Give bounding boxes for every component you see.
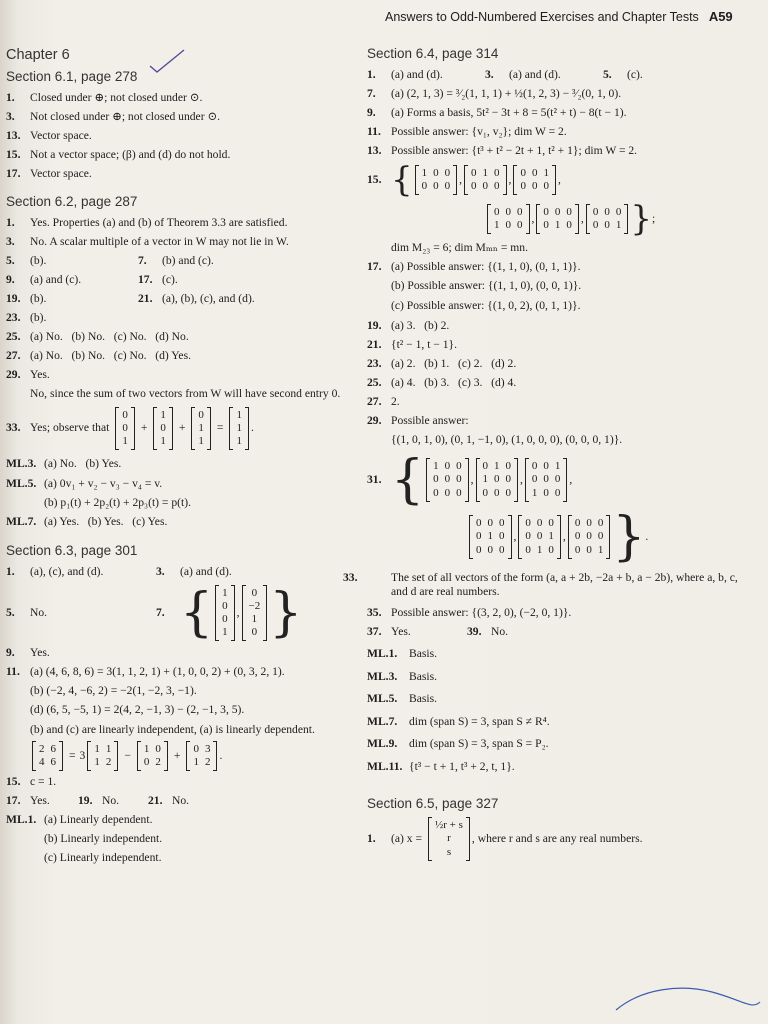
answer-6-4-23: 23. (a) 2. (b) 1. (c) 2. (d) 2. — [367, 357, 517, 371]
matrix — [487, 205, 530, 233]
matrix-entry: 0 — [505, 486, 511, 499]
answer-6-1-item: 1. Closed under ⊕; not closed under ⊙. — [6, 91, 203, 104]
matrix-entry: 0 — [520, 180, 526, 193]
vector-matrix — [115, 408, 135, 450]
matrix-entry: 4 — [39, 755, 45, 768]
matrix-entry: 1 — [236, 435, 242, 448]
answer-6-4-17c: (c) Possible answer: {(1, 0, 2), (0, 1, 1)}. — [391, 298, 581, 312]
matrix — [469, 516, 512, 558]
answer-6-2-1: 1. Yes. Properties (a) and (b) of Theorem 3.3 are satisfied. — [6, 215, 288, 229]
matrix-entry: 0 — [566, 219, 572, 232]
matrix — [518, 516, 561, 558]
matrix — [525, 459, 568, 501]
matrix-entry: 0 — [604, 206, 610, 219]
answer-6-3-ml1b: (b) Linearly independent. — [44, 832, 163, 846]
matrix-entry: 0 — [574, 530, 581, 543]
matrix — [586, 205, 629, 233]
matrix-entry: 1 — [494, 460, 500, 473]
matrix — [513, 166, 556, 194]
answer-6-4-11: 11. Possible answer: {v₁, v₂}; dim W = 2. — [367, 125, 567, 139]
matrix-entry: −2 — [248, 599, 261, 612]
matrix-entry: s — [446, 845, 452, 858]
matrix-entry: 1 — [143, 742, 150, 755]
matrix-entry: 2 — [155, 755, 161, 768]
matrix-entry: 0 — [525, 517, 531, 530]
answer-6-4-31-row1: 31. { 1 0 0 0 0 0 0 0 0 , 0 1 0 1 0 0 0 0 0 , 0 0 1 0 0 0 1 0 0 , — [367, 449, 573, 510]
matrix-entry: 0 — [517, 206, 523, 219]
matrix-entry: 0 — [536, 517, 543, 530]
matrix-entry: 0 — [505, 206, 511, 219]
matrix-entry: 1 — [198, 435, 204, 448]
matrix-entry: 0 — [471, 180, 477, 193]
matrix-entry: 1 — [487, 530, 493, 543]
matrix-entry: 2 — [204, 755, 211, 768]
matrix-entry: 1 — [222, 586, 228, 599]
answer-6-5-1: 1. (a) x = ½r + s r s , where r and s are any real numbers. — [367, 818, 757, 860]
answer-6-3-5-7: 5. No. 7. { 1 0 0 1 , 0 −2 1 0 } — [6, 582, 303, 643]
answer-6-4-29a: 29. Possible answer: — [367, 414, 469, 428]
matrix-entry: 0 — [531, 460, 538, 473]
vector-matrix — [229, 408, 249, 450]
matrix-entry: 0 — [592, 219, 599, 232]
matrix-entry: 0 — [421, 180, 428, 193]
matrix-entry: 1 — [554, 460, 561, 473]
matrix-entry: 0 — [143, 755, 150, 768]
matrix-entry: 1 — [251, 612, 258, 625]
matrix-entry: 0 — [574, 543, 581, 556]
matrix-entry: 0 — [494, 486, 500, 499]
matrix-entry: 0 — [543, 219, 549, 232]
matrix-entry: 0 — [122, 408, 128, 421]
matrix-entry: 1 — [531, 486, 538, 499]
answer-6-2-ml7: ML.7. (a) Yes. (b) Yes. (c) Yes. — [6, 514, 168, 528]
matrix-entry: 0 — [487, 517, 493, 530]
matrix-entry: 1 — [536, 543, 543, 556]
matrix-entry: 0 — [222, 599, 228, 612]
matrix-entry: 0 — [155, 742, 161, 755]
matrix-entry: 0 — [554, 473, 561, 486]
vector-matrix — [191, 408, 211, 450]
answer-6-4-21: 21. {t² − 1, t − 1}. — [367, 338, 458, 352]
answer-6-4-27: 27. 2. — [367, 395, 400, 409]
answer-6-1-item: 15. Not a vector space; (β) and (d) do not hold. — [6, 148, 231, 162]
answer-6-4-37-39: 37. Yes. 39. No. — [367, 624, 509, 638]
matrix-entry: 0 — [554, 206, 561, 219]
matrix-entry: 6 — [50, 755, 56, 768]
matrix-entry: 0 — [444, 473, 451, 486]
matrix — [464, 166, 507, 194]
answer-6-4-29b: {(1, 0, 1, 0), (0, 1, −1, 0), (1, 0, 0, 0), (0, 0, 0, 1)}. — [391, 433, 623, 447]
matrix-entry: 0 — [525, 543, 531, 556]
answer-6-2-9-17: 9. (a) and (c). 17. (c). — [6, 272, 178, 286]
answer-6-1-item: 13. Vector space. — [6, 129, 92, 143]
answer-6-3-11d: (d) (6, 5, −5, 1) = 2(4, 2, −1, 3) − (2, −1, 3, 5). — [30, 703, 245, 717]
matrix-entry: 2 — [39, 742, 45, 755]
matrix-entry: 0 — [536, 530, 543, 543]
matrix-entry: 0 — [494, 180, 500, 193]
matrix-entry: 0 — [494, 167, 500, 180]
matrix-entry: 3 — [204, 742, 211, 755]
answer-6-3-15: 15. c = 1. — [6, 775, 57, 789]
matrix — [415, 166, 458, 194]
answer-6-3-17-21: 17. Yes. 19. No. 21. No. — [6, 794, 190, 808]
chapter-heading: Chapter 6 — [6, 47, 70, 63]
matrix-entry: 0 — [482, 180, 489, 193]
vector-matrix — [428, 818, 470, 860]
matrix-entry: 0 — [476, 543, 482, 556]
matrix-entry: 0 — [505, 219, 511, 232]
answer-6-4-13: 13. Possible answer: {t³ + t² − 2t + 1, t² + 1}; dim W = 2. — [367, 144, 638, 158]
answer-6-4-15-row1: 15. { 1 0 0 0 0 0 , 0 1 0 0 0 0 , 0 0 1 0 0 0 , — [367, 160, 561, 201]
matrix-entry: 0 — [193, 742, 199, 755]
answer-6-3-ml1c: (c) Linearly independent. — [44, 851, 162, 865]
matrix-entry: ½r + s — [435, 819, 463, 832]
answer-6-4-25: 25. (a) 4. (b) 3. (c) 3. (d) 4. — [367, 376, 517, 390]
matrix-entry: 1 — [236, 422, 242, 435]
matrix-entry: 0 — [499, 543, 505, 556]
answer-6-2-5-7: 5. (b). 7. (b) and (c). — [6, 253, 214, 267]
answer-6-4-ml1: ML.1. Basis. — [367, 647, 438, 661]
running-head-title: Answers to Odd-Numbered Exercises and Chapter Tests — [385, 10, 699, 24]
matrix-entry: 0 — [482, 486, 488, 499]
matrix-entry: 0 — [251, 586, 258, 599]
answer-6-4-7: 7. (a) (2, 1, 3) = ³⁄₂(1, 1, 1) + ½(1, 2, 3) − ³⁄₂(0, 1, 0). — [367, 86, 622, 100]
matrix — [536, 205, 579, 233]
matrix-entry: 0 — [456, 473, 462, 486]
matrix — [32, 742, 63, 770]
vector-matrix — [242, 586, 268, 641]
matrix-entry: 0 — [198, 408, 204, 421]
matrix-entry: 1 — [193, 755, 199, 768]
answer-6-4-15-dim: dim M₂₃ = 6; dim Mₘₙ = mn. — [391, 241, 528, 255]
answer-6-4-19: 19. (a) 3. (b) 2. — [367, 318, 450, 332]
section-6-5-heading: Section 6.5, page 327 — [367, 796, 499, 812]
answer-6-4-ml11: ML.11. {t³ − t + 1, t³ + 2, t, 1}. — [367, 759, 515, 773]
section-6-2-heading: Section 6.2, page 287 — [6, 193, 138, 209]
matrix — [186, 742, 217, 770]
page-number: A59 — [708, 9, 733, 24]
matrix — [426, 459, 469, 501]
answer-6-4-1-5: 1. (a) and (d). 3. (a) and (d). 5. (c). — [367, 67, 643, 81]
matrix-entry: 0 — [531, 167, 538, 180]
matrix-entry: 0 — [604, 219, 610, 232]
matrix-entry: 0 — [543, 486, 549, 499]
matrix-entry: 0 — [525, 530, 531, 543]
running-head — [385, 9, 733, 24]
answer-6-4-ml9: ML.9. dim (span S) = 3, span S = P₂. — [367, 737, 549, 751]
matrix-entry: 0 — [548, 517, 554, 530]
matrix-entry: 0 — [586, 517, 592, 530]
matrix-entry: 1 — [554, 219, 561, 232]
matrix-entry: 0 — [444, 460, 451, 473]
answer-6-3-13: (b) and (c) are linearly independent, (a) is linearly dependent. — [30, 722, 315, 736]
matrix-entry: 0 — [574, 517, 581, 530]
answer-6-1-item: 3. Not closed under ⊕; not closed under ⊙. — [6, 110, 221, 124]
matrix-entry: 1 — [105, 742, 112, 755]
matrix-entry: 1 — [94, 755, 100, 768]
matrix-entry: 0 — [531, 473, 538, 486]
matrix-entry: 0 — [456, 486, 462, 499]
matrix-entry: r — [447, 832, 451, 845]
matrix-entry: 0 — [222, 612, 228, 625]
matrix-entry: 1 — [222, 626, 228, 639]
matrix-entry: 0 — [482, 460, 488, 473]
matrix-entry: 0 — [543, 206, 549, 219]
answer-6-2-33: 33. Yes; observe that 0 0 1 + 1 0 1 + 0 1 1 = 1 1 1 . — [6, 408, 364, 450]
matrix-entry: 0 — [456, 460, 462, 473]
matrix-entry: 0 — [444, 167, 451, 180]
answer-6-4-17a: 17. (a) Possible answer: {(1, 1, 0), (0, 1, 1)}. — [367, 260, 581, 274]
matrix-entry: 0 — [433, 486, 439, 499]
pen-mark-icon — [612, 980, 762, 1020]
matrix-entry: 0 — [122, 422, 128, 435]
answer-6-2-ml5a: ML.5. (a) 0v₁ + v₂ − v₃ − v₄ = v. — [6, 476, 163, 490]
matrix-entry: 0 — [160, 422, 166, 435]
matrix-entry: 0 — [554, 486, 561, 499]
matrix-entry: 1 — [433, 460, 439, 473]
answer-6-3-9: 9. Yes. — [6, 646, 50, 660]
matrix-entry: 0 — [597, 530, 604, 543]
answer-6-4-35: 35. Possible answer: {(3, 2, 0), (−2, 0, 1)}. — [367, 605, 572, 619]
matrix-entry: 0 — [517, 219, 523, 232]
matrix-entry: 1 — [236, 408, 242, 421]
matrix-entry: 0 — [548, 543, 554, 556]
matrix-entry: 1 — [160, 408, 166, 421]
matrix-entry: 0 — [444, 180, 451, 193]
section-6-4-heading: Section 6.4, page 314 — [367, 46, 499, 61]
answer-6-2-29: 29. Yes. — [6, 368, 50, 382]
matrix-entry: 6 — [50, 742, 56, 755]
matrix-entry: 0 — [444, 486, 451, 499]
matrix-entry: 1 — [160, 435, 166, 448]
matrix-entry: 1 — [94, 742, 100, 755]
matrix-entry: 0 — [520, 167, 526, 180]
matrix-entry: 1 — [548, 530, 554, 543]
vector-matrix — [215, 586, 235, 641]
answer-6-4-ml5: ML.5. Basis. — [367, 692, 438, 706]
matrix-entry: 0 — [543, 460, 549, 473]
matrix-entry: 0 — [615, 206, 622, 219]
left-column — [6, 44, 364, 870]
matrix — [87, 742, 118, 770]
answer-6-4-17b: (b) Possible answer: {(1, 1, 0), (0, 0, 1)}. — [391, 279, 582, 293]
matrix-entry: 0 — [499, 517, 505, 530]
answer-6-2-31: No, since the sum of two vectors from W will have second entry 0. — [30, 387, 341, 401]
answer-6-2-3: 3. No. A scalar multiple of a vector in W may not lie in W. — [6, 234, 289, 248]
answer-6-2-19-21: 19. (b). 21. (a), (b), (c), and (d). — [6, 291, 255, 305]
answer-6-4-ml3: ML.3. Basis. — [367, 669, 438, 683]
matrix-entry: 1 — [482, 473, 488, 486]
matrix-entry: 1 — [198, 422, 204, 435]
section-6-1-answers — [6, 91, 364, 182]
matrix-entry: 1 — [482, 167, 489, 180]
matrix-entry: 0 — [586, 543, 592, 556]
matrix-entry: 0 — [476, 517, 482, 530]
matrix-entry: 0 — [592, 206, 599, 219]
matrix-entry: 0 — [433, 167, 439, 180]
answer-6-2-ml3: ML.3. (a) No. (b) Yes. — [6, 457, 122, 471]
matrix-entry: 0 — [471, 167, 477, 180]
answer-6-2-27: 27. (a) No. (b) No. (c) No. (d) Yes. — [6, 349, 191, 363]
matrix-entry: 1 — [421, 167, 428, 180]
matrix-entry: 0 — [597, 517, 604, 530]
matrix — [476, 459, 519, 501]
answer-6-4-33: 33. The set of all vectors of the form (a, a + 2b, −2a + b, a − 2b), where a, b, c, and d are real numbers. — [343, 570, 738, 599]
answer-6-3-13-equation: 2 6 4 6 = 3 1 1 1 2 − 1 0 0 2 + 0 3 1 2 . — [6, 742, 364, 770]
matrix — [568, 516, 611, 558]
matrix-entry: 1 — [543, 167, 549, 180]
matrix-entry: 0 — [476, 530, 482, 543]
answer-6-4-15-row2: 0 0 0 1 0 0 , 0 0 0 0 1 0 , 0 0 0 0 0 1 } ; — [367, 202, 757, 236]
matrix-entry: 0 — [494, 473, 500, 486]
answer-6-4-31-row2: 0 0 0 0 1 0 0 0 0 , 0 0 0 0 0 1 0 1 0 , 0 0 0 0 0 0 0 0 1 } . — [367, 511, 757, 563]
section-6-1-heading: Section 6.1, page 278 — [6, 69, 138, 85]
matrix-entry: 0 — [505, 473, 511, 486]
matrix-entry: 0 — [586, 530, 592, 543]
matrix-entry: 0 — [251, 626, 258, 639]
matrix-entry: 0 — [505, 460, 511, 473]
matrix-entry: 2 — [105, 755, 112, 768]
section-6-3-heading: Section 6.3, page 301 — [6, 543, 138, 559]
matrix-entry: 0 — [433, 473, 439, 486]
matrix-entry: 0 — [433, 180, 439, 193]
answer-6-3-11b: (b) (−2, 4, −6, 2) = −2(1, −2, 3, −1). — [30, 684, 197, 698]
answer-6-3-11a: 11. (a) (4, 6, 8, 6) = 3(1, 1, 2, 1) + (1, 0, 0, 2) + (0, 3, 2, 1). — [6, 665, 285, 679]
answer-6-3-1-3: 1. (a), (c), and (d). 3. (a) and (d). — [6, 565, 232, 579]
matrix-entry: 1 — [597, 543, 604, 556]
answer-6-2-25: 25. (a) No. (b) No. (c) No. (d) No. — [6, 330, 189, 344]
answer-6-2-ml5b: (b) p₁(t) + 2p₂(t) + 2p₃(t) = p(t). — [44, 495, 191, 509]
right-column — [343, 44, 757, 865]
matrix-entry: 0 — [499, 530, 505, 543]
answer-6-4-ml7: ML.7. dim (span S) = 3, span S ≠ R⁴. — [367, 714, 550, 728]
answer-6-4-9: 9. (a) Forms a basis, 5t² − 3t + 8 = 5(t² + t) − 8(t − 1). — [367, 106, 627, 120]
matrix-entry: 1 — [122, 435, 128, 448]
matrix-entry: 0 — [494, 206, 500, 219]
matrix-entry: 1 — [494, 219, 500, 232]
answer-6-3-ml1a: ML.1. (a) Linearly dependent. — [6, 813, 153, 827]
matrix-entry: 0 — [566, 206, 572, 219]
matrix-entry: 0 — [531, 180, 538, 193]
matrix-entry: 0 — [487, 543, 493, 556]
answer-6-1-item: 17. Vector space. — [6, 167, 92, 181]
matrix-entry: 0 — [543, 180, 549, 193]
matrix-entry: 0 — [543, 473, 549, 486]
matrix-entry: 1 — [615, 219, 622, 232]
vector-matrix — [153, 408, 173, 450]
answer-6-2-23: 23. (b). — [6, 311, 47, 325]
matrix — [137, 742, 168, 770]
